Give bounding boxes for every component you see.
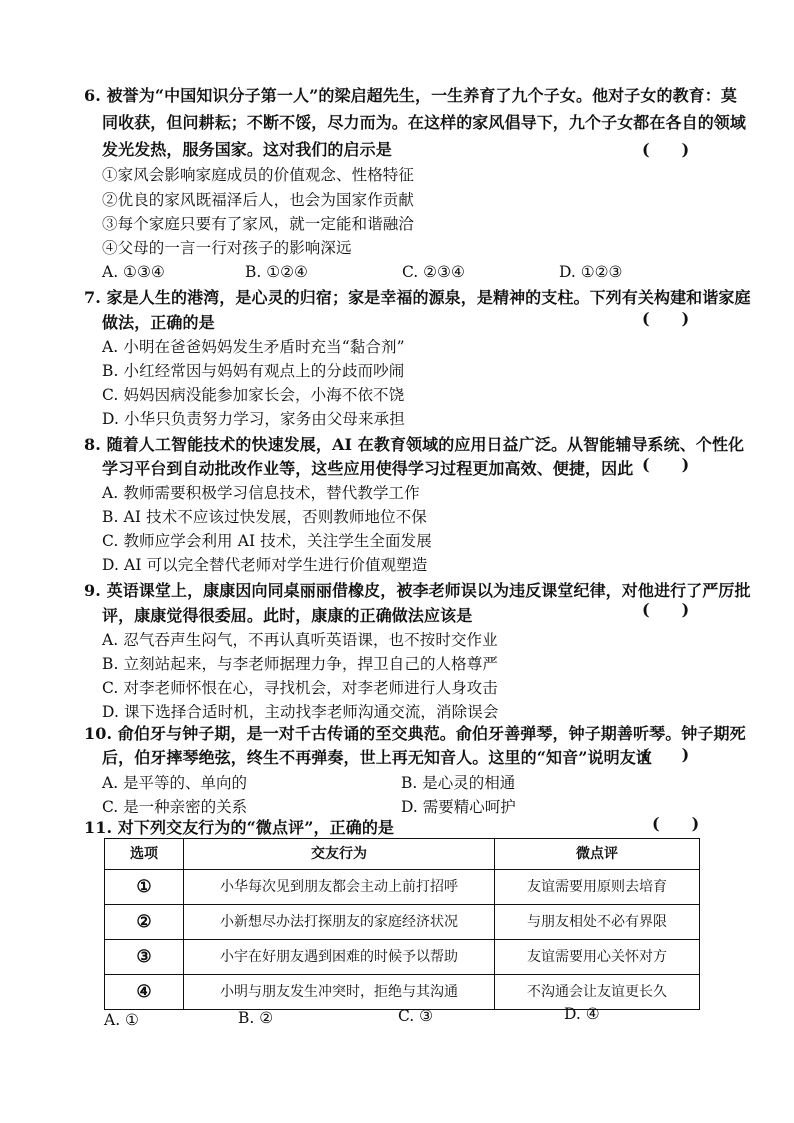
q10-option-d: D. 需要精心呵护 (401, 798, 516, 816)
friendship-review-table (104, 838, 700, 1010)
table-cell-option: ① (105, 870, 184, 905)
q10-option-b: B. 是心灵的相通 (401, 774, 516, 792)
q7-stem-line-1: 7. 家是人生的港湾，是心灵的归宿；家是幸福的源泉，是精神的支柱。下列有关构建和谐家庭 (84, 288, 751, 307)
table-cell-option: ③ (105, 940, 184, 975)
q7-option-a: A. 小明在爸爸妈妈发生矛盾时充当“黏合剂” (102, 338, 405, 356)
table-row (105, 905, 700, 940)
table-header-comment: 微点评 (495, 839, 700, 870)
q8-option-c: C. 教师应学会利用 AI 技术，关注学生全面发展 (102, 532, 432, 550)
q9-stem-line-1: 9. 英语课堂上，康康因向同桌丽丽借橡皮，被李老师误以为违反课堂纪律，对他进行了严厉批 (84, 581, 751, 600)
table-header-row (105, 839, 700, 870)
q10-option-a: A. 是平等的、单向的 (102, 774, 248, 792)
table-row (105, 870, 700, 905)
table-cell-comment: 不沟通会让友谊更长久 (495, 975, 700, 1010)
table-cell-comment: 友谊需要用心关怀对方 (495, 940, 700, 975)
q7-option-c: C. 妈妈因病没能参加家长会，小海不依不饶 (102, 386, 405, 404)
q8-option-b: B. AI 技术不应该过快发展，否则教师地位不保 (102, 508, 427, 526)
q6-stem-line-3: 发光发热，服务国家。这对我们的启示是 (102, 140, 392, 159)
q11-stem: 11. 对下列交友行为的“微点评”，正确的是 (84, 818, 395, 837)
q9-option-d: D. 课下选择合适时机，主动找李老师沟通交流，消除误会 (102, 703, 499, 721)
q6-option-d: D. ①②③ (559, 263, 623, 281)
q10-option-c: C. 是一种亲密的关系 (102, 798, 248, 816)
q6-stem-line-2: 同收获，但问耕耘；不断不馁，尽力而为。在这样的家风倡导下，九个子女都在各自的领域 (102, 113, 747, 132)
q7-answer-paren: ( ) (642, 309, 690, 328)
table-cell-comment: 与朋友相处不必有界限 (495, 905, 700, 940)
table-header-option: 选项 (105, 839, 184, 870)
q9-option-c: C. 对李老师怀恨在心，寻找机会，对李老师进行人身攻击 (102, 679, 498, 697)
q8-answer-paren: ( ) (642, 455, 690, 474)
table-cell-option: ④ (105, 975, 184, 1010)
q11-option-d: D. ④ (564, 1005, 600, 1023)
q9-stem-line-2: 评，康康觉得很委屈。此时，康康的正确做法应该是 (102, 606, 473, 625)
table-cell-behavior: 小华每次见到朋友都会主动上前打招呼 (184, 870, 495, 905)
q6-stem-line-1: 6. 被誉为“中国知识分子第一人”的梁启超先生，一生养育了九个子女。他对子女的教育：莫 (84, 86, 737, 105)
q7-option-b: B. 小红经常因与妈妈有观点上的分歧而吵闹 (102, 362, 405, 380)
table-row (105, 940, 700, 975)
table-cell-option: ② (105, 905, 184, 940)
q9-option-b: B. 立刻站起来，与李老师据理力争，捍卫自己的人格尊严 (102, 655, 498, 673)
table-row (105, 975, 700, 1010)
q10-stem-line-1: 10. 俞伯牙与钟子期，是一对千古传诵的至交典范。俞伯牙善弹琴，钟子期善听琴。钟子期死 (84, 724, 746, 743)
q11-option-a: A. ① (104, 1011, 139, 1029)
q6-option-a: A. ①③④ (102, 263, 165, 281)
table-header-behavior: 交友行为 (184, 839, 495, 870)
q11-answer-paren: ( ) (652, 814, 700, 833)
q6-statement-3: ③每个家庭只要有了家风，就一定能和谐融洽 (102, 215, 415, 233)
table-cell-behavior: 小新想尽办法打探朋友的家庭经济状况 (184, 905, 495, 940)
q8-option-a: A. 教师需要积极学习信息技术，替代教学工作 (102, 484, 420, 502)
q11-option-b: B. ② (238, 1009, 274, 1027)
q7-option-d: D. 小华只负责努力学习，家务由父母来承担 (102, 410, 405, 428)
q9-option-a: A. 忍气吞声生闷气，不再认真听英语课，也不按时交作业 (102, 631, 498, 649)
q8-stem-line-2: 学习平台到自动批改作业等，这些应用使得学习过程更加高效、便捷，因此 (102, 459, 634, 478)
q6-statement-2: ②优良的家风既福泽后人，也会为国家作贡献 (102, 191, 415, 209)
table-cell-behavior: 小宇在好朋友遇到困难的时候予以帮助 (184, 940, 495, 975)
table-cell-comment: 友谊需要用原则去培育 (495, 870, 700, 905)
q6-statement-4: ④父母的一言一行对孩子的影响深远 (102, 239, 352, 257)
table-cell-behavior: 小明与朋友发生冲突时，拒绝与其沟通 (184, 975, 495, 1010)
q8-stem-line-1: 8. 随着人工智能技术的快速发展，AI 在教育领域的应用日益广泛。从智能辅导系统、个性化 (84, 435, 745, 454)
q9-answer-paren: ( ) (642, 600, 690, 619)
q8-option-d: D. AI 可以完全替代老师对学生进行价值观塑造 (102, 556, 428, 574)
q10-stem-line-2: 后，伯牙摔琴绝弦，终生不再弹奏，世上再无知音人。这里的“知音”说明友谊 (102, 748, 652, 767)
q6-option-c: C. ②③④ (402, 263, 465, 281)
q6-statement-1: ①家风会影响家庭成员的价值观念、性格特征 (102, 166, 415, 184)
q6-answer-paren: ( ) (642, 140, 690, 159)
q11-option-c: C. ③ (398, 1007, 434, 1025)
q7-stem-line-2: 做法，正确的是 (102, 313, 215, 332)
q6-option-b: B. ①②④ (245, 263, 308, 281)
q10-answer-paren: ( ) (642, 745, 690, 764)
